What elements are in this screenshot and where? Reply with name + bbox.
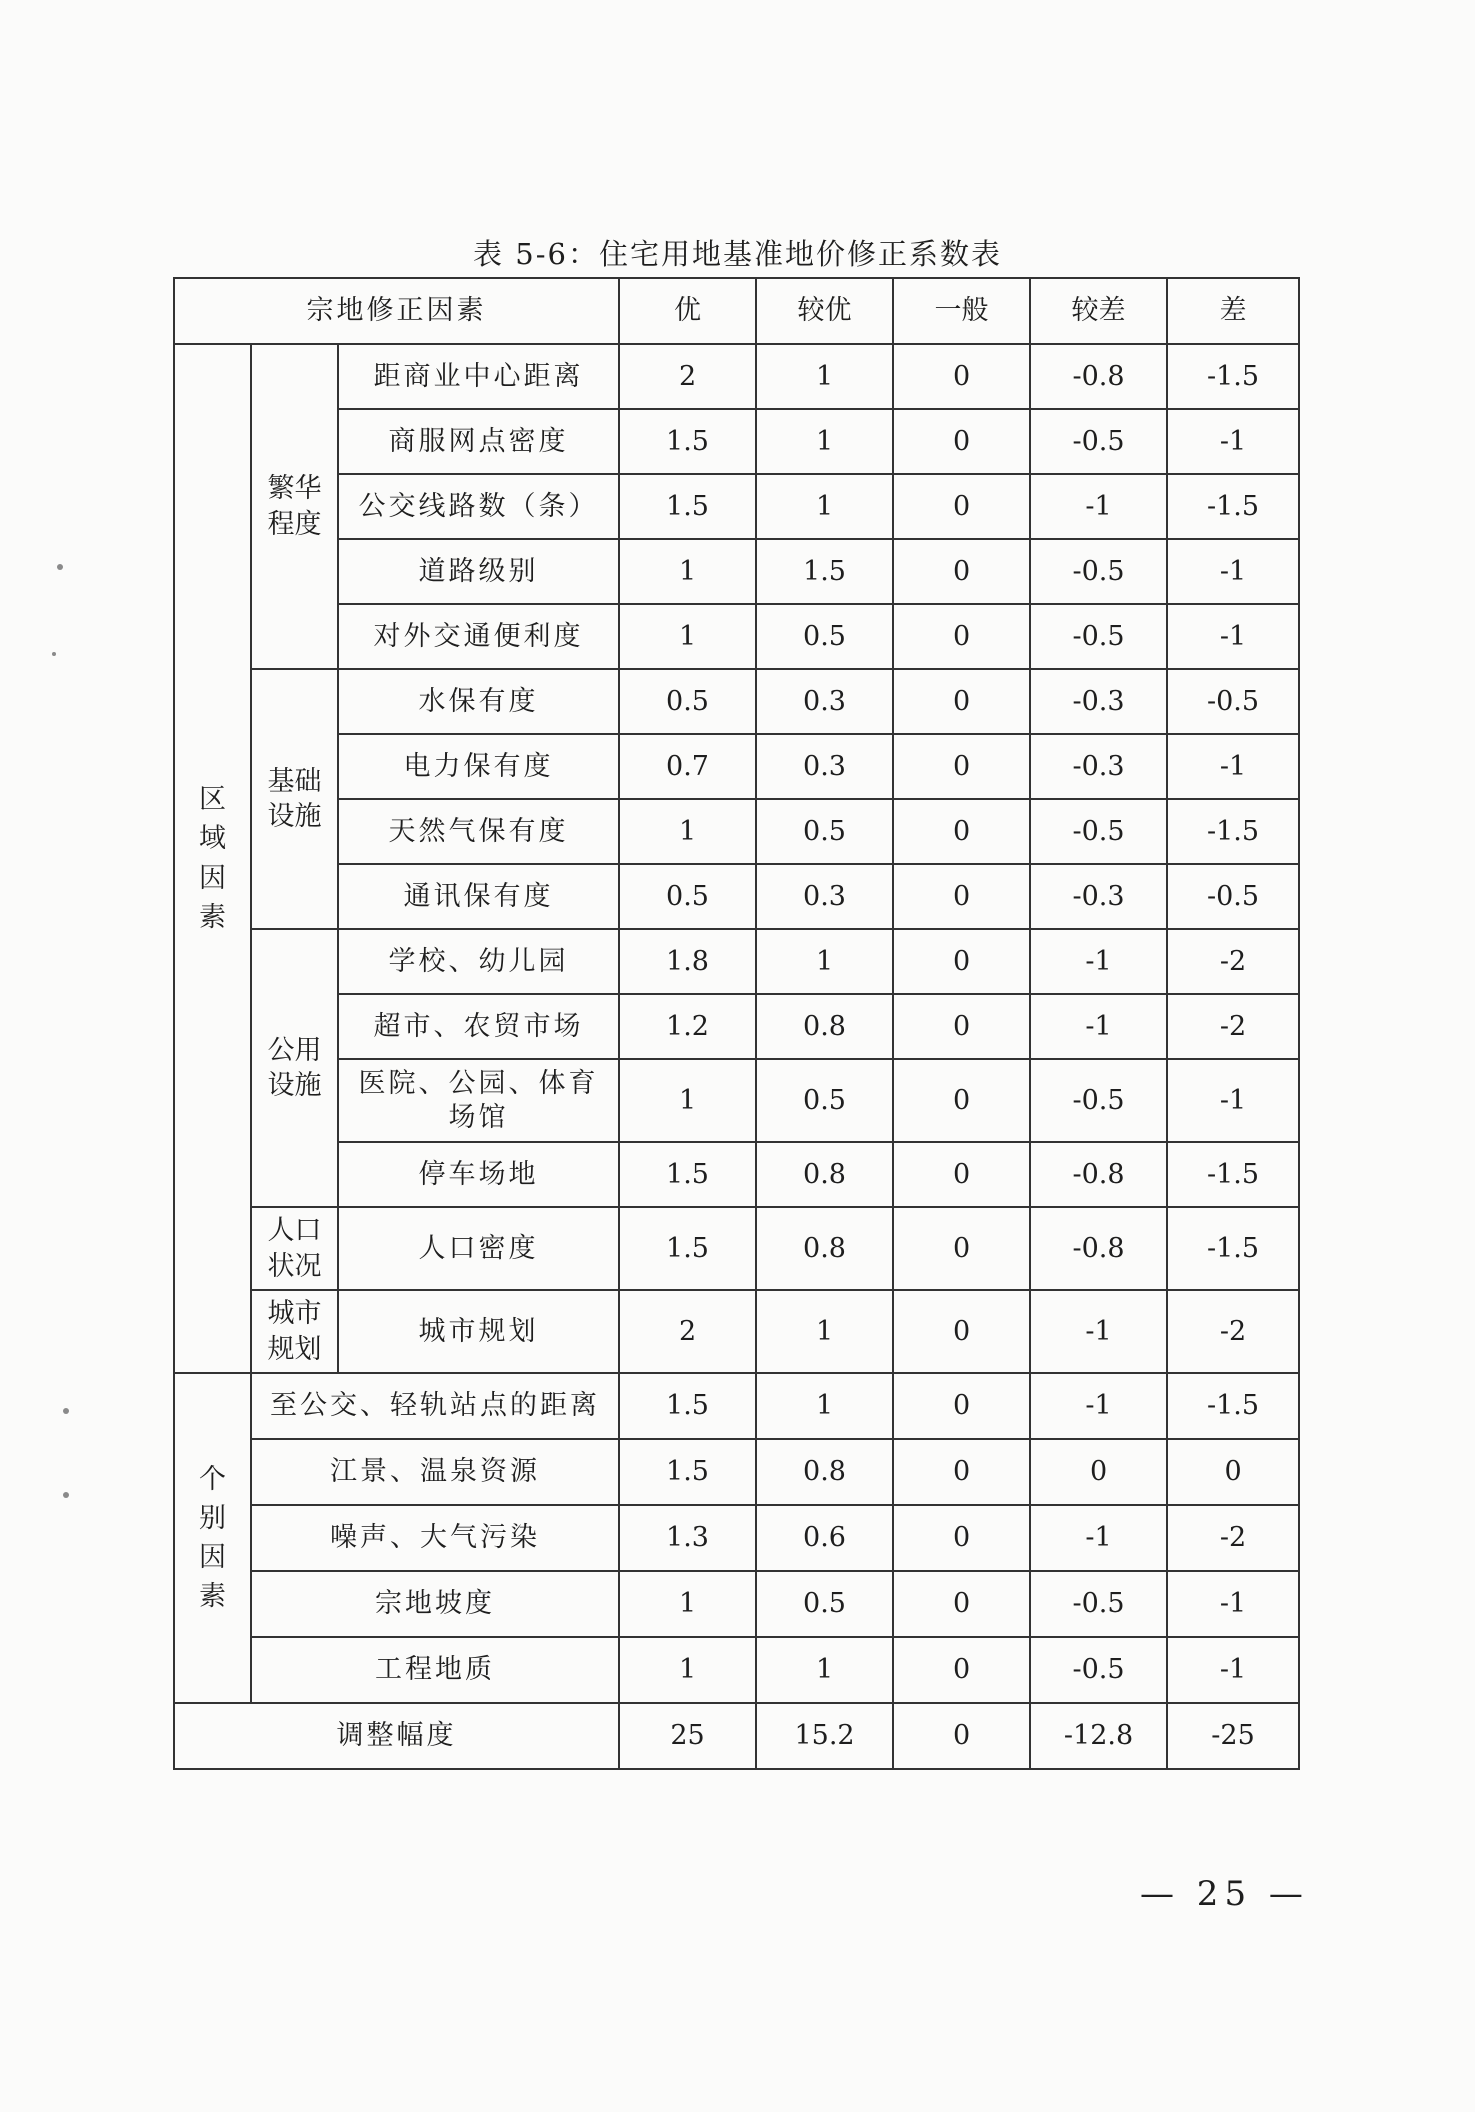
table-row bbox=[174, 994, 1299, 1059]
value-cell: -1 bbox=[1030, 929, 1167, 994]
factor-cell: 学校、幼儿园 bbox=[338, 929, 619, 994]
group-planning bbox=[251, 1290, 338, 1373]
value-cell: -1.5 bbox=[1167, 1373, 1299, 1439]
value-cell: 0 bbox=[893, 1571, 1030, 1637]
value-cell: 1 bbox=[756, 1373, 893, 1439]
value-cell: -1 bbox=[1167, 539, 1299, 604]
value-cell: -1 bbox=[1030, 474, 1167, 539]
table-row bbox=[174, 734, 1299, 799]
factor-cell: 至公交、轻轨站点的距离 bbox=[251, 1373, 619, 1439]
table-row bbox=[174, 1571, 1299, 1637]
table-row bbox=[174, 1637, 1299, 1703]
value-cell: -1.5 bbox=[1167, 474, 1299, 539]
value-cell: -1 bbox=[1030, 1290, 1167, 1373]
total-value: -25 bbox=[1167, 1703, 1299, 1769]
value-cell: 0.8 bbox=[756, 1142, 893, 1207]
value-cell: 1.3 bbox=[619, 1505, 756, 1571]
scan-speck bbox=[63, 1492, 69, 1498]
value-cell: 1 bbox=[756, 344, 893, 409]
group-prosperity bbox=[251, 344, 338, 669]
value-cell: 0.3 bbox=[756, 734, 893, 799]
value-cell: 0 bbox=[893, 604, 1030, 669]
header-factor: 宗地修正因素 bbox=[174, 278, 619, 344]
value-cell: 2 bbox=[619, 1290, 756, 1373]
value-cell: 1 bbox=[619, 1059, 756, 1142]
factor-cell: 噪声、大气污染 bbox=[251, 1505, 619, 1571]
total-value: 0 bbox=[893, 1703, 1030, 1769]
value-cell: 1 bbox=[756, 1290, 893, 1373]
factor-cell: 公交线路数（条） bbox=[338, 474, 619, 539]
value-cell: -1 bbox=[1167, 734, 1299, 799]
category-regional-label: 区域因素 bbox=[199, 784, 226, 933]
value-cell: 0.8 bbox=[756, 1207, 893, 1290]
value-cell: 1.8 bbox=[619, 929, 756, 994]
factor-cell: 医院、公园、体育场馆 bbox=[338, 1059, 619, 1142]
value-cell: -0.3 bbox=[1030, 864, 1167, 929]
value-cell: 0 bbox=[893, 1142, 1030, 1207]
value-cell: -1 bbox=[1167, 1637, 1299, 1703]
factor-cell: 停车场地 bbox=[338, 1142, 619, 1207]
value-cell: -1 bbox=[1030, 994, 1167, 1059]
value-cell: 0 bbox=[893, 1207, 1030, 1290]
value-cell: 1.5 bbox=[619, 1142, 756, 1207]
value-cell: -1 bbox=[1030, 1505, 1167, 1571]
factor-cell: 水保有度 bbox=[338, 669, 619, 734]
value-cell: 1 bbox=[756, 1637, 893, 1703]
scan-speck bbox=[63, 1408, 69, 1414]
scan-speck bbox=[57, 564, 63, 570]
value-cell: -0.8 bbox=[1030, 1207, 1167, 1290]
category-individual bbox=[174, 1373, 251, 1703]
group-public bbox=[251, 929, 338, 1207]
table-row bbox=[174, 409, 1299, 474]
scan-speck bbox=[52, 652, 56, 656]
value-cell: 1 bbox=[619, 604, 756, 669]
value-cell: -0.5 bbox=[1030, 539, 1167, 604]
header-grade: 优 bbox=[619, 278, 756, 344]
value-cell: 1.5 bbox=[619, 1207, 756, 1290]
value-cell: 1.5 bbox=[756, 539, 893, 604]
correction-coefficient-table bbox=[173, 277, 1300, 1770]
value-cell: 0 bbox=[893, 799, 1030, 864]
value-cell: -0.8 bbox=[1030, 344, 1167, 409]
header-grade: 差 bbox=[1167, 278, 1299, 344]
table-row bbox=[174, 669, 1299, 734]
value-cell: 0 bbox=[1167, 1439, 1299, 1505]
table-row bbox=[174, 1059, 1299, 1142]
group-population bbox=[251, 1207, 338, 1290]
table-row bbox=[174, 1207, 1299, 1290]
value-cell: 0.5 bbox=[756, 1571, 893, 1637]
value-cell: 0 bbox=[893, 409, 1030, 474]
value-cell: 0.5 bbox=[619, 669, 756, 734]
total-row bbox=[174, 1703, 1299, 1769]
value-cell: 0 bbox=[1030, 1439, 1167, 1505]
value-cell: -0.3 bbox=[1030, 734, 1167, 799]
total-value: -12.8 bbox=[1030, 1703, 1167, 1769]
factor-cell: 城市规划 bbox=[338, 1290, 619, 1373]
value-cell: 0 bbox=[893, 474, 1030, 539]
table-row bbox=[174, 1290, 1299, 1373]
category-regional bbox=[174, 344, 251, 1373]
value-cell: -0.5 bbox=[1167, 669, 1299, 734]
value-cell: -0.5 bbox=[1030, 409, 1167, 474]
value-cell: -2 bbox=[1167, 1290, 1299, 1373]
factor-cell: 工程地质 bbox=[251, 1637, 619, 1703]
value-cell: -0.5 bbox=[1030, 799, 1167, 864]
value-cell: -1 bbox=[1167, 604, 1299, 669]
table-row bbox=[174, 1505, 1299, 1571]
value-cell: 0.5 bbox=[756, 604, 893, 669]
value-cell: 0.3 bbox=[756, 669, 893, 734]
value-cell: 1.5 bbox=[619, 1373, 756, 1439]
value-cell: -2 bbox=[1167, 929, 1299, 994]
value-cell: 0.5 bbox=[756, 799, 893, 864]
table-row bbox=[174, 474, 1299, 539]
factor-cell: 道路级别 bbox=[338, 539, 619, 604]
value-cell: 0 bbox=[893, 669, 1030, 734]
value-cell: -0.5 bbox=[1167, 864, 1299, 929]
value-cell: 0 bbox=[893, 734, 1030, 799]
value-cell: 0.7 bbox=[619, 734, 756, 799]
value-cell: 0 bbox=[893, 864, 1030, 929]
value-cell: -0.8 bbox=[1030, 1142, 1167, 1207]
value-cell: -0.5 bbox=[1030, 1637, 1167, 1703]
factor-cell: 通讯保有度 bbox=[338, 864, 619, 929]
value-cell: 1 bbox=[756, 409, 893, 474]
header-grade: 一般 bbox=[893, 278, 1030, 344]
group-prosperity-label: 繁华程度 bbox=[267, 473, 322, 540]
table-row bbox=[174, 539, 1299, 604]
value-cell: 0 bbox=[893, 1505, 1030, 1571]
table-row bbox=[174, 929, 1299, 994]
factor-cell: 距商业中心距离 bbox=[338, 344, 619, 409]
value-cell: 0 bbox=[893, 1059, 1030, 1142]
value-cell: 1 bbox=[756, 474, 893, 539]
table-row bbox=[174, 604, 1299, 669]
header-grade: 较差 bbox=[1030, 278, 1167, 344]
group-infrastructure bbox=[251, 669, 338, 929]
factor-cell: 宗地坡度 bbox=[251, 1571, 619, 1637]
header-grade: 较优 bbox=[756, 278, 893, 344]
value-cell: 1 bbox=[619, 1571, 756, 1637]
value-cell: -1.5 bbox=[1167, 344, 1299, 409]
table-row bbox=[174, 1373, 1299, 1439]
value-cell: 0 bbox=[893, 1373, 1030, 1439]
value-cell: 0 bbox=[893, 1290, 1030, 1373]
table-row bbox=[174, 799, 1299, 864]
factor-cell: 超市、农贸市场 bbox=[338, 994, 619, 1059]
factor-cell: 人口密度 bbox=[338, 1207, 619, 1290]
value-cell: -1 bbox=[1030, 1373, 1167, 1439]
factor-cell: 商服网点密度 bbox=[338, 409, 619, 474]
table-row bbox=[174, 344, 1299, 409]
value-cell: 1.5 bbox=[619, 474, 756, 539]
value-cell: -1.5 bbox=[1167, 799, 1299, 864]
value-cell: 1 bbox=[756, 929, 893, 994]
value-cell: 1.5 bbox=[619, 409, 756, 474]
factor-cell: 对外交通便利度 bbox=[338, 604, 619, 669]
value-cell: 1 bbox=[619, 539, 756, 604]
value-cell: -0.5 bbox=[1030, 1571, 1167, 1637]
factor-cell: 江景、温泉资源 bbox=[251, 1439, 619, 1505]
value-cell: 0.6 bbox=[756, 1505, 893, 1571]
value-cell: -0.5 bbox=[1030, 604, 1167, 669]
table-row bbox=[174, 1142, 1299, 1207]
group-planning-label: 城市规划 bbox=[267, 1298, 322, 1365]
value-cell: -1 bbox=[1167, 1571, 1299, 1637]
value-cell: -1.5 bbox=[1167, 1142, 1299, 1207]
value-cell: -2 bbox=[1167, 994, 1299, 1059]
value-cell: 0.8 bbox=[756, 994, 893, 1059]
value-cell: 1 bbox=[619, 1637, 756, 1703]
group-infrastructure-label: 基础设施 bbox=[267, 765, 322, 832]
value-cell: 0 bbox=[893, 929, 1030, 994]
value-cell: 0 bbox=[893, 344, 1030, 409]
value-cell: 0.5 bbox=[756, 1059, 893, 1142]
value-cell: 1.2 bbox=[619, 994, 756, 1059]
group-public-label: 公用设施 bbox=[267, 1034, 322, 1101]
table-row bbox=[174, 864, 1299, 929]
value-cell: 1 bbox=[619, 799, 756, 864]
total-label: 调整幅度 bbox=[174, 1703, 619, 1769]
header-row bbox=[174, 278, 1299, 344]
value-cell: 0.8 bbox=[756, 1439, 893, 1505]
value-cell: 0.3 bbox=[756, 864, 893, 929]
table-row bbox=[174, 1439, 1299, 1505]
category-individual-label: 个别因素 bbox=[199, 1463, 226, 1613]
value-cell: 0.5 bbox=[619, 864, 756, 929]
total-value: 25 bbox=[619, 1703, 756, 1769]
value-cell: -0.3 bbox=[1030, 669, 1167, 734]
table-caption: 表 5-6：住宅用地基准地价修正系数表 bbox=[473, 237, 1002, 271]
value-cell: -1.5 bbox=[1167, 1207, 1299, 1290]
value-cell: 0 bbox=[893, 1439, 1030, 1505]
value-cell: 0 bbox=[893, 539, 1030, 604]
group-population-label: 人口状况 bbox=[267, 1215, 322, 1282]
value-cell: 1.5 bbox=[619, 1439, 756, 1505]
value-cell: 0 bbox=[893, 1637, 1030, 1703]
factor-cell: 天然气保有度 bbox=[338, 799, 619, 864]
value-cell: -1 bbox=[1167, 1059, 1299, 1142]
value-cell: -0.5 bbox=[1030, 1059, 1167, 1142]
total-value: 15.2 bbox=[756, 1703, 893, 1769]
factor-cell: 电力保有度 bbox=[338, 734, 619, 799]
page-number: — 25 — bbox=[1140, 1874, 1309, 1914]
value-cell: 2 bbox=[619, 344, 756, 409]
value-cell: 0 bbox=[893, 994, 1030, 1059]
value-cell: -2 bbox=[1167, 1505, 1299, 1571]
value-cell: -1 bbox=[1167, 409, 1299, 474]
